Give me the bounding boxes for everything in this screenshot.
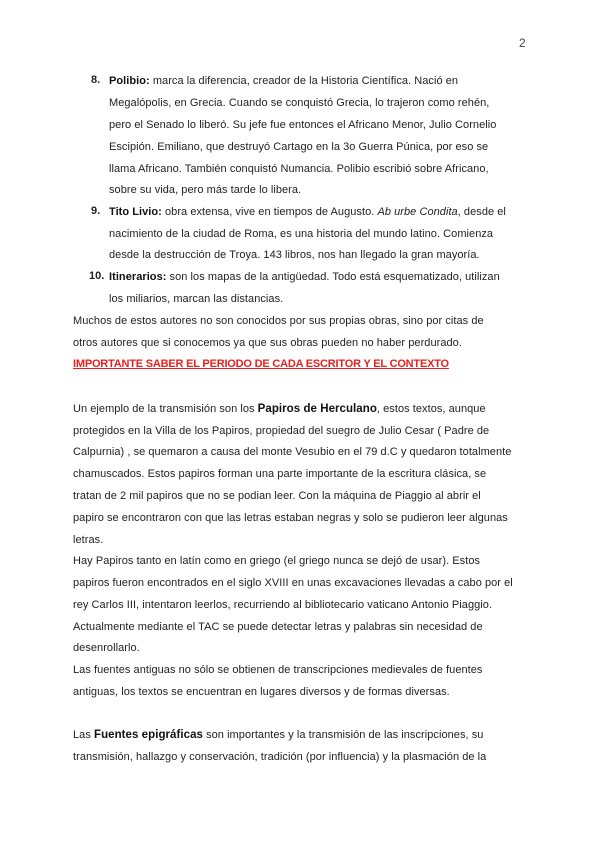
paragraph-line: papiros fueron encontrados en el siglo XVIII en unas excavaciones llevadas a cabo por el [73,577,513,589]
list-item-line: Polibio: marca la diferencia, creador de la Historia Científica. Nació en [109,75,459,87]
term: Polibio: [109,75,150,87]
paragraph-line: letras. [73,534,104,546]
paragraph-line: papiro se encontraron con que las letras estaban negras y solo se pudieron leer algunas [73,512,508,524]
emphasis: Papiros de Herculano [257,403,377,415]
list-item-line: Tito Livio: obra extensa, vive en tiempos de Augusto. Ab urbe Condita, desde el [109,206,506,218]
list-item-line: sobre su vida, pero más tarde lo libera. [109,184,302,196]
paragraph-line: chamuscados. Estos papiros forman una parte importante de la escritura clásica, se [73,468,487,480]
book-title: Ab urbe Condita [377,206,458,218]
paragraph-line: Actualmente mediante el TAC se puede detectar letras y palabras sin necesidad de [73,621,483,633]
paragraph-line: Hay Papiros tanto en latín como en griego (el griego nunca se dejó de usar). Estos [73,555,481,567]
paragraph-line: protegidos en la Villa de los Papiros, propiedad del suegro de Julio Cesar ( Padre de [73,425,490,437]
paragraph-line: transmisión, hallazgo y conservación, tradición (por influencia) y la plasmación de la [73,751,487,763]
term: Itinerarios: [109,271,167,283]
list-item-line: desde la destrucción de Troya. 143 libros, nos han llegado la gran mayoría. [109,249,480,261]
page-number: 2 [519,36,526,50]
paragraph-line: Las Fuentes epigráficas son importantes y la transmisión de las inscripciones, su [73,729,484,741]
list-number: 8. [91,74,101,86]
paragraph-line: desenrollarlo. [73,642,140,654]
list-number: 9. [91,205,101,217]
paragraph-line: Un ejemplo de la transmisión son los Papiros de Herculano, estos textos, aunque [73,403,486,415]
term: Tito Livio: [109,206,162,218]
emphasis: Fuentes epigráficas [94,729,203,741]
list-item-line: llama Africano. También conquistó Numancia. Polibio escribió sobre Africano, [109,163,489,175]
paragraph-line: Las fuentes antiguas no sólo se obtienen de transcripciones medievales de fuentes [73,664,483,676]
list-item-line: Itinerarios: son los mapas de la antigüedad. Todo está esquematizado, utilizan [109,271,500,283]
paragraph-line: Calpurnia) , se quemaron a causa del monte Vesubio en el 79 d.C y quedaron totalmente [73,446,512,458]
list-item-line: Escipión. Emiliano, que destruyó Cartago en la 3o Guerra Púnica, por eso se [109,141,489,153]
important-note: IMPORTANTE SABER EL PERIODO DE CADA ESCRITOR Y EL CONTEXTO [73,358,449,370]
paragraph-line: Muchos de estos autores no son conocidos por sus propias obras, sino por citas de [73,315,484,327]
paragraph-line: rey Carlos III, intentaron leerlos, recurriendo al bibliotecario vaticano Antonio Piaggio. [73,599,493,611]
paragraph-line: antiguas, los textos se encuentran en lugares diversos y de formas diversas. [73,686,450,698]
list-item-line: pero el Senado lo liberó. Su jefe fue entonces el Africano Menor, Julio Cornelio [109,119,497,131]
paragraph-line: otros autores que si conocemos ya que sus obras pueden no haber perdurado. [73,337,462,349]
list-number: 10. [89,270,105,282]
list-item-line: Megalópolis, en Grecia. Cuando se conquistó Grecia, lo trajeron como rehén, [109,97,490,109]
list-item-line: nacimiento de la ciudad de Roma, es una historia del mundo latino. Comienza [109,228,494,240]
paragraph-line: tratan de 2 mil papiros que no se podian leer. Con la máquina de Piaggio al abrir el [73,490,481,502]
list-item-line: los miliarios, marcan las distancias. [109,293,284,305]
